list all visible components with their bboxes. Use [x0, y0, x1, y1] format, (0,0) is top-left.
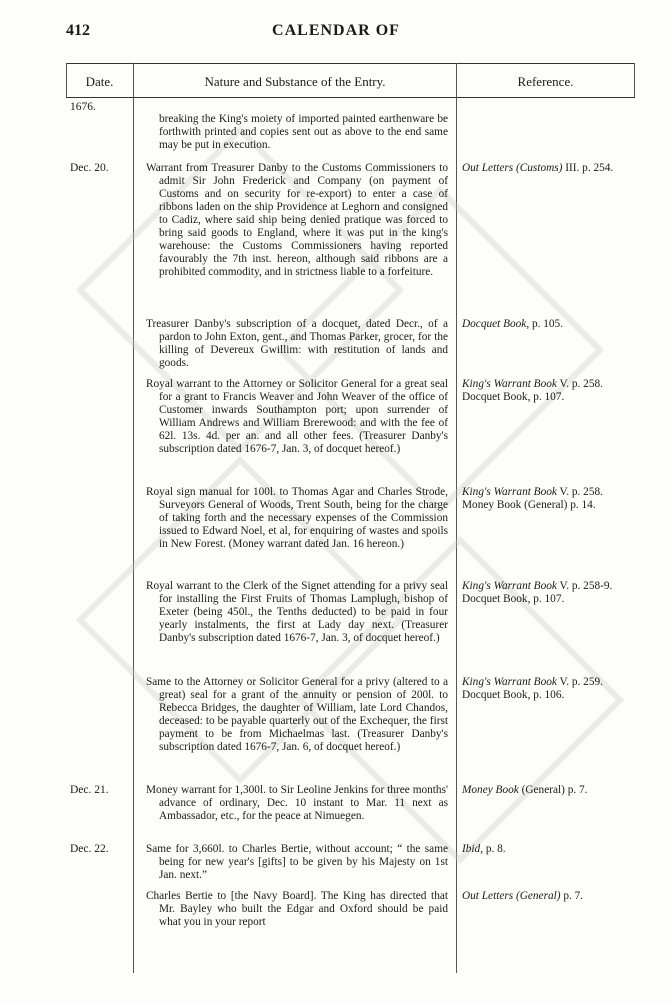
entry-reference [462, 162, 622, 175]
reference-detail: , p. 8. [480, 843, 506, 855]
reference-detail: III. p. 254. [562, 162, 614, 174]
entry-reference [462, 890, 622, 903]
reference-title: Out Letters (General) [462, 890, 561, 902]
reference-detail: V. p. 258. Docquet Book, p. 107. [462, 378, 603, 403]
reference-title: King's Warrant Book [462, 580, 557, 592]
column-header-date: Date. [85, 74, 114, 89]
right-border [634, 63, 635, 97]
entry-text: Same to the Attorney or Solicitor General for a privy (altered to a great) seal for a grant of the annuity or pension of 200l. to Rebecca Bridges, the daughter of William, late Lord Chandos, deceased: to be payable quarterly out of the Exchequer, the first payment to be from Michaelmas last. (Treasurer Danby's subscription dated 1676-7, Jan. 6, of docquet hereof.) [146, 676, 448, 753]
reference-title: Docquet Book [462, 318, 527, 330]
running-head: CALENDAR OF [272, 22, 400, 39]
entry-date: Dec. 22. [70, 843, 109, 855]
entry-text: Royal sign manual for 100l. to Thomas Agar and Charles Strode, Surveyors General of Woods, Trent South, being for the charge of taking forth and the necessary expenses of the Commission issued to Edward Noel, et al, for enquiring of wastes and spoils in New Forest. (Money warrant dated Jan. 16 hereon.) [146, 486, 448, 550]
reference-detail: (General) p. 7. [518, 784, 588, 796]
entry-date: Dec. 20. [70, 162, 109, 174]
entry-reference [462, 378, 622, 404]
entry-text: Treasurer Danby's subscription of a docquet, dated Decr., of a pardon to John Exton, gent., and Thomas Parker, grocer, for the killing of Devereux Gwillim: with restitution of lands and goods. [146, 318, 448, 369]
reference-title: King's Warrant Book [462, 486, 557, 498]
entry-reference [462, 318, 622, 331]
entry-text: breaking the King's moiety of imported painted earthenware be forthwith printed and copies sent out as above to the end same may be put in execution. [159, 113, 448, 151]
entry-reference [462, 486, 622, 512]
reference-title: Ibid [462, 843, 481, 855]
reference-title: King's Warrant Book [462, 378, 557, 390]
column-header-reference: Reference. [517, 74, 574, 89]
reference-detail: V. p. 259. Docquet Book, p. 106. [462, 676, 603, 701]
entry-text: Royal warrant to the Attorney or Solicitor General for a great seal for a grant to Francis Weaver and John Weaver of the office of Customer inwards Southampton port; upon surrender of William Andrews and William Brerewood: and with the fee of 62l. 13s. 4d. per an. and all other fees. (Treasurer Danby's subscription dated 1676-7, Jan. 3, of docquet hereof.) [146, 378, 448, 455]
reference-title: Money Book [462, 784, 519, 796]
entry-reference [462, 676, 622, 702]
reference-detail: V. p. 258-9. Docquet Book, p. 107. [462, 580, 613, 605]
header-bottom-rule [66, 97, 635, 98]
reference-detail: , p. 105. [526, 318, 564, 330]
entry-date: 1676. [70, 101, 96, 113]
entry-reference [462, 784, 622, 797]
entry-text: Money warrant for 1,300l. to Sir Leoline Jenkins for three months' advance of ordinary, Dec. 10 instant to Mar. 11 next as Ambassador, etc., for the peace at Nimuegen. [146, 784, 448, 822]
reference-detail: p. 7. [560, 890, 584, 902]
reference-title: King's Warrant Book [462, 676, 557, 688]
entry-text: Charles Bertie to [the Navy Board]. The King has directed that Mr. Bayley who built the Edgar and Oxford should be paid what you in your report [146, 890, 448, 928]
entry-reference [462, 580, 622, 606]
column-divider-reference [456, 63, 457, 973]
reference-title: Out Letters (Customs) [462, 162, 563, 174]
entry-text: Same for 3,660l. to Charles Bertie, without account; “ the same being for new year's [gifts] to be given by his Majesty on 1st Jan. next.” [146, 843, 448, 881]
page-number: 412 [66, 22, 90, 39]
column-divider-date [133, 63, 134, 973]
reference-detail: V. p. 258. Money Book (General) p. 14. [462, 486, 603, 511]
entry-date: Dec. 21. [70, 784, 109, 796]
column-header-nature: Nature and Substance of the Entry. [204, 74, 386, 89]
header-top-rule [66, 63, 635, 64]
entry-reference [462, 843, 622, 856]
entry-text: Royal warrant to the Clerk of the Signet attending for a privy seal for installing the First Fruits of Thomas Lamplugh, bishop of Exeter (being 450l., the Tenths deducted) to be paid in four yearly instalments, the first at Lady day next. (Treasurer Danby's subscription dated 1676-7, Jan. 3, of docquet hereof.) [146, 580, 448, 644]
entry-text: Warrant from Treasurer Danby to the Customs Commissioners to admit Sir John Frederick and Company (on payment of Customs and on security for re-export) to enter a case of ribbons laden on the ship Providence at Leghorn and consigned to Cadiz, where said ship being denied pratique was forced to bring said goods to England, where it was put in the king's warehouse: the Customs Commissioners having reported favourably the 7th inst. hereon, although said ribbons are a prohibited commodity, and in strictness liable to a forfeiture. [146, 162, 448, 278]
